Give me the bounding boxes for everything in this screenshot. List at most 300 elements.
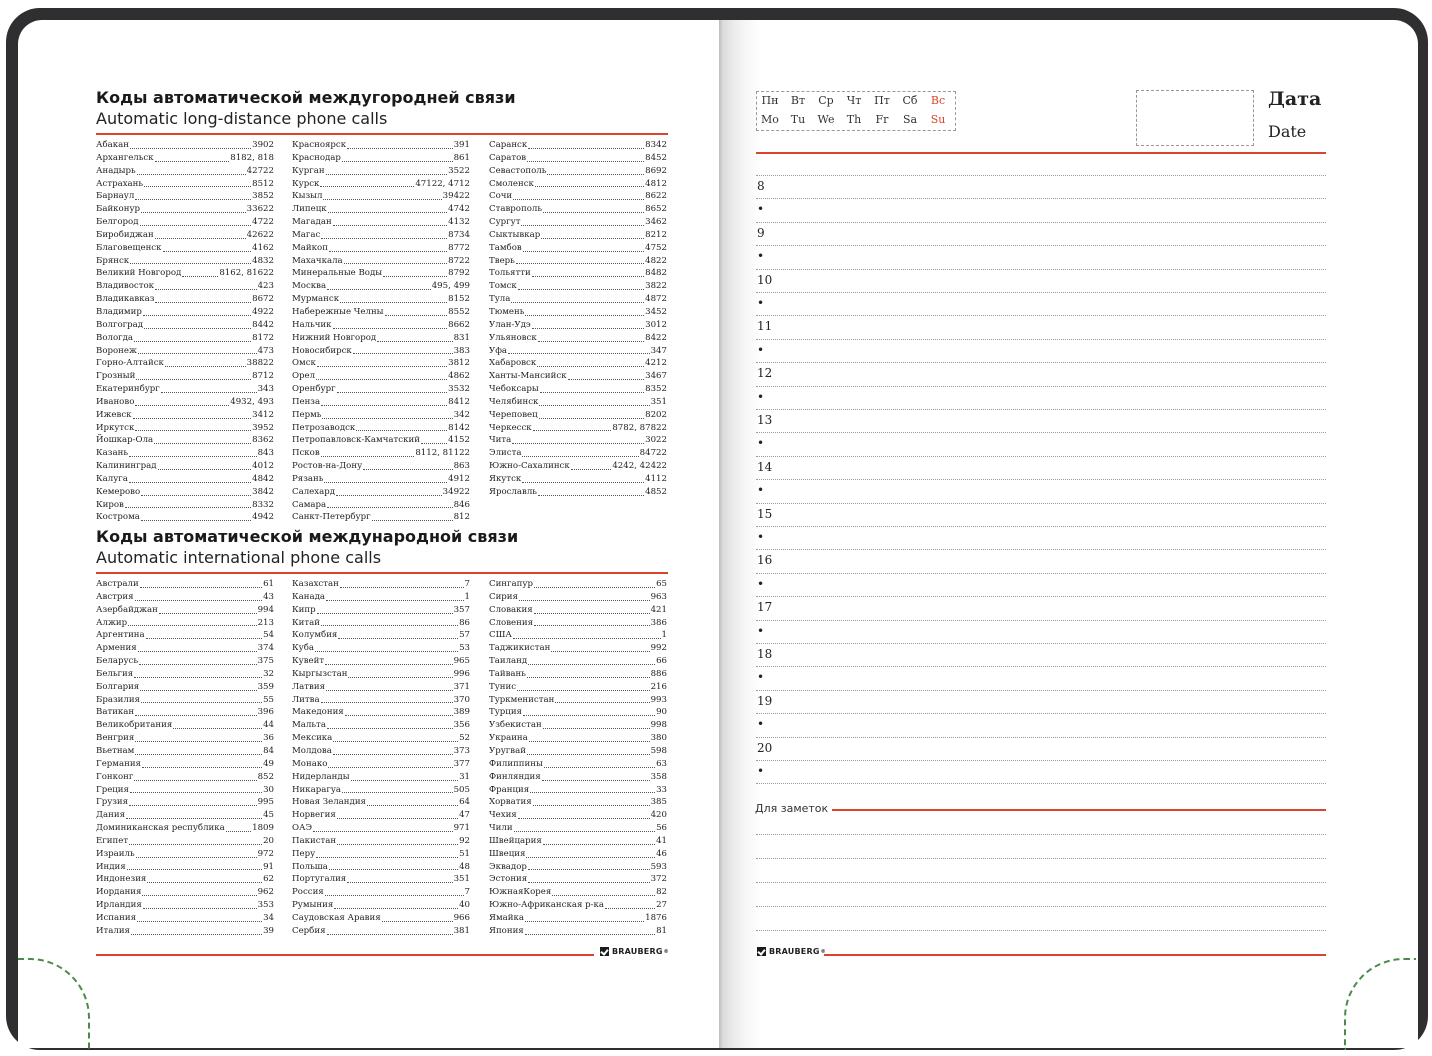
entry-code: 8452: [645, 152, 667, 163]
dot-leader: [141, 702, 262, 703]
entry-code: 1: [464, 591, 470, 602]
entry-name: Курган: [292, 165, 325, 176]
entry-code: 48: [459, 861, 470, 872]
entry-code: 8352: [645, 384, 667, 395]
code-entry: [489, 357, 667, 370]
ruled-line: [756, 339, 1326, 340]
entry-name: Челябинск: [489, 396, 539, 407]
entry-code: 423: [257, 281, 274, 292]
hour-label: 16: [757, 553, 773, 568]
dot-leader: [138, 651, 257, 652]
code-entry: [292, 306, 470, 319]
entry-code: 8734: [448, 229, 470, 240]
code-entry: [489, 434, 667, 447]
code-entry: [489, 784, 667, 797]
entry-name: Черкесск: [489, 422, 532, 433]
entry-name: Майкоп: [292, 242, 328, 253]
dot-leader: [134, 780, 256, 781]
entry-name: Индия: [96, 861, 126, 872]
dot-leader: [131, 934, 262, 935]
entry-code: 82: [656, 887, 667, 898]
code-entry: [96, 732, 274, 745]
hour-label: 17: [757, 600, 773, 615]
hour-label: 14: [757, 459, 773, 474]
dot-leader: [129, 844, 262, 845]
entry-name: Аргентина: [96, 630, 145, 641]
entry-name: Филиппины: [489, 758, 543, 769]
entry-name: Саратов: [489, 152, 527, 163]
entry-name: Латвия: [292, 681, 326, 692]
dot-leader: [555, 702, 649, 703]
code-entry: [489, 835, 667, 848]
weekday-en[interactable]: Sa: [902, 113, 918, 126]
entry-code: 4012: [252, 461, 274, 472]
code-entry: [292, 861, 470, 874]
dot-leader: [165, 366, 246, 367]
bullet-point: •: [757, 623, 765, 638]
code-entry: [292, 357, 470, 370]
entry-code: 852: [257, 771, 274, 782]
entry-name: Таджикистан: [489, 643, 551, 654]
entry-code: 4152: [448, 435, 470, 446]
entry-code: 992: [650, 643, 667, 654]
entry-code: 846: [453, 499, 470, 510]
entry-name: Мурманск: [292, 294, 340, 305]
entry-name: Саудовская Аравия: [292, 912, 381, 923]
entry-name: Португалия: [292, 874, 347, 885]
code-entry: [292, 617, 470, 630]
entry-code: 3522: [448, 165, 470, 176]
weekday-ru[interactable]: Пн: [761, 94, 779, 107]
dot-leader: [134, 341, 251, 342]
dot-leader: [130, 263, 251, 264]
entry-code: 342: [453, 409, 470, 420]
code-entry: [489, 370, 667, 383]
code-entry: [292, 642, 470, 655]
code-entry: [292, 578, 470, 591]
dot-leader: [571, 469, 612, 470]
ruled-line: [756, 760, 1326, 761]
ruled-line: [756, 292, 1326, 293]
code-entry: [292, 178, 470, 191]
hour-label: 10: [757, 272, 773, 287]
code-entry: [489, 332, 667, 345]
dot-leader: [532, 328, 644, 329]
dot-leader: [135, 600, 262, 601]
dot-leader: [511, 302, 644, 303]
code-entry: [96, 681, 274, 694]
date-input-box[interactable]: [1136, 90, 1254, 146]
entry-code: 55: [263, 694, 274, 705]
dot-leader: [135, 741, 262, 742]
code-entry: [292, 681, 470, 694]
code-entry: [489, 758, 667, 771]
dot-leader: [135, 715, 256, 716]
dot-leader: [538, 495, 644, 496]
weekday-ru[interactable]: Пт: [874, 94, 890, 107]
dot-leader: [127, 869, 262, 870]
entry-name: Словения: [489, 617, 534, 628]
code-entry: [292, 229, 470, 242]
ruled-line: [756, 643, 1326, 644]
entry-code: 343: [257, 384, 274, 395]
dot-leader: [538, 341, 644, 342]
entry-code: 90: [656, 707, 667, 718]
weekday-en[interactable]: Mo: [761, 113, 779, 126]
weekday-en[interactable]: Su: [930, 113, 946, 126]
code-entry: [96, 370, 274, 383]
code-entry: [489, 152, 667, 165]
entry-code: 8722: [448, 255, 470, 266]
entry-code: 30: [263, 784, 274, 795]
entry-code: 505: [453, 784, 470, 795]
entry-code: 396: [257, 707, 274, 718]
dot-leader: [140, 690, 256, 691]
entry-code: 4722: [252, 217, 274, 228]
entry-name: Ватикан: [96, 707, 135, 718]
entry-code: 4842: [252, 473, 274, 484]
ruled-line: [756, 222, 1326, 223]
code-entry: [96, 267, 274, 280]
dot-leader: [136, 857, 257, 858]
code-entry: [96, 473, 274, 486]
dot-leader: [159, 613, 257, 614]
left-footer-rule: [96, 954, 594, 956]
entry-name: Великобритания: [96, 720, 173, 731]
dot-leader: [512, 443, 644, 444]
entry-code: 383: [453, 345, 470, 356]
entry-code: 84722: [639, 448, 667, 459]
entry-code: 353: [257, 900, 274, 911]
entry-code: 8152: [448, 294, 470, 305]
code-entry: [292, 409, 470, 422]
entry-name: Куба: [292, 643, 315, 654]
entry-code: 385: [650, 797, 667, 808]
entry-name: Литва: [292, 694, 320, 705]
dot-leader: [513, 199, 644, 200]
entry-name: Россия: [292, 887, 324, 898]
entry-name: Ямайка: [489, 912, 524, 923]
code-entry: [489, 732, 667, 745]
code-entry: [292, 267, 470, 280]
entry-name: Липецк: [292, 204, 327, 215]
dot-leader: [140, 587, 262, 588]
international-subtitle: Automatic international phone calls: [96, 548, 382, 567]
bullet-point: •: [757, 249, 765, 264]
entry-name: Ижевск: [96, 409, 132, 420]
code-entry: [292, 345, 470, 358]
entry-name: Горно-Алтайск: [96, 358, 164, 369]
dot-leader: [534, 613, 650, 614]
entry-code: 36: [263, 733, 274, 744]
entry-code: 8672: [252, 294, 274, 305]
code-entry: [489, 229, 667, 242]
code-entry: [96, 460, 274, 473]
entry-code: 359: [257, 681, 274, 692]
entry-name: Доминиканская республика: [96, 823, 225, 834]
code-entry: [292, 758, 470, 771]
entry-name: Магас: [292, 229, 321, 240]
dot-leader: [155, 238, 246, 239]
dot-leader: [521, 225, 644, 226]
ruled-line: [756, 666, 1326, 667]
entry-name: Махачкала: [292, 255, 343, 266]
code-entry: [489, 396, 667, 409]
bullet-point: •: [757, 670, 765, 685]
dot-leader: [143, 315, 251, 316]
entry-name: Япония: [489, 925, 524, 936]
code-entry: [96, 848, 274, 861]
code-entry: [96, 578, 274, 591]
dot-leader: [516, 263, 644, 264]
dot-leader: [508, 353, 650, 354]
entry-name: Сургут: [489, 217, 521, 228]
entry-name: Египет: [96, 835, 129, 846]
code-entry: [96, 719, 274, 732]
code-column: [489, 578, 667, 938]
dot-leader: [342, 792, 453, 793]
code-entry: [489, 796, 667, 809]
entry-code: 38822: [246, 358, 274, 369]
dot-leader: [513, 638, 661, 639]
entry-name: Эстония: [489, 874, 528, 885]
entry-name: Иркутск: [96, 422, 135, 433]
weekday-en[interactable]: Tu: [790, 113, 806, 126]
entry-name: Южно-Африканская р-ка: [489, 900, 605, 911]
entry-code: 357: [453, 604, 470, 615]
entry-name: Украина: [489, 733, 528, 744]
dot-leader: [143, 908, 257, 909]
ruled-line: [756, 269, 1326, 270]
entry-code: 7: [464, 887, 470, 898]
code-entry: [96, 861, 274, 874]
dot-leader: [138, 353, 257, 354]
entry-name: Чехия: [489, 810, 517, 821]
entry-name: Ставрополь: [489, 204, 543, 215]
entry-code: 8792: [448, 268, 470, 279]
entry-code: 8652: [645, 204, 667, 215]
entry-name: Алжир: [96, 617, 128, 628]
entry-name: Брянск: [96, 255, 130, 266]
code-entry: [489, 460, 667, 473]
dot-leader: [144, 328, 251, 329]
entry-code: 32: [263, 668, 274, 679]
dot-leader: [605, 908, 655, 909]
entry-code: 8112, 81122: [415, 448, 470, 459]
entry-code: 8172: [252, 332, 274, 343]
code-entry: [96, 190, 274, 203]
code-entry: [292, 139, 470, 152]
entry-name: Иордания: [96, 887, 142, 898]
entry-code: 374: [257, 643, 274, 654]
bullet-point: •: [757, 576, 765, 591]
hour-label: 19: [757, 693, 773, 708]
code-entry: [96, 822, 274, 835]
code-entry: [292, 255, 470, 268]
entry-name: Биробиджан: [96, 229, 154, 240]
code-entry: [292, 332, 470, 345]
code-entry: [292, 771, 470, 784]
code-entry: [96, 203, 274, 216]
code-entry: [292, 370, 470, 383]
dot-leader: [522, 482, 644, 483]
entry-code: 47122, 4712: [415, 178, 470, 189]
code-entry: [96, 886, 274, 899]
dot-leader: [383, 276, 447, 277]
dot-leader: [324, 482, 447, 483]
entry-name: Нижний Новгород: [292, 332, 377, 343]
code-entry: [96, 255, 274, 268]
entry-name: Австрия: [96, 591, 134, 602]
entry-name: Монако: [292, 758, 328, 769]
entry-name: Красноярск: [292, 140, 347, 150]
entry-code: 998: [650, 720, 667, 731]
entry-name: Гонконг: [96, 771, 134, 782]
code-entry: [96, 655, 274, 668]
weekday-ru[interactable]: Вт: [790, 94, 806, 107]
dot-leader: [543, 728, 650, 729]
code-entry: [292, 216, 470, 229]
code-entry: [489, 447, 667, 460]
code-entry: [292, 447, 470, 460]
dot-leader: [321, 702, 453, 703]
entry-name: Вологда: [96, 332, 134, 343]
dot-leader: [385, 315, 448, 316]
code-entry: [96, 293, 274, 306]
code-entry: [96, 486, 274, 499]
entry-name: Краснодар: [292, 152, 341, 163]
weekday-en[interactable]: Th: [846, 113, 862, 126]
weekday-ru[interactable]: Сб: [902, 94, 918, 107]
entry-code: 8422: [645, 332, 667, 343]
entry-code: 473: [257, 345, 274, 356]
code-entry: [96, 383, 274, 396]
entry-code: 8412: [448, 396, 470, 407]
entry-code: 43: [263, 591, 274, 602]
ruled-line: [756, 596, 1326, 597]
entry-code: 8182, 818: [230, 152, 274, 163]
dot-leader: [326, 690, 453, 691]
weekday-en[interactable]: Fr: [875, 113, 889, 126]
hour-label: 15: [757, 506, 773, 521]
code-entry: [489, 203, 667, 216]
entry-code: 373: [453, 745, 470, 756]
weekday-ru[interactable]: Вс: [930, 94, 946, 107]
entry-code: 358: [650, 771, 667, 782]
code-entry: [292, 912, 470, 925]
entry-code: 371: [453, 681, 470, 692]
entry-name: Финляндия: [489, 771, 541, 782]
code-entry: [96, 345, 274, 358]
entry-name: Сербия: [292, 925, 326, 936]
entry-name: Италия: [96, 925, 130, 936]
dot-leader: [518, 818, 650, 819]
entry-code: 593: [650, 861, 667, 872]
entry-code: 20: [263, 835, 274, 846]
dot-leader: [382, 921, 453, 922]
dot-leader: [333, 225, 447, 226]
international-rule: [96, 572, 668, 574]
weekday-en[interactable]: We: [817, 113, 835, 126]
dot-leader: [344, 263, 447, 264]
entry-name: Венгрия: [96, 733, 135, 744]
entry-name: Кызыл: [292, 191, 323, 202]
entry-name: Омск: [292, 358, 316, 369]
entry-name: Норвегия: [292, 810, 336, 821]
entry-name: Канада: [292, 591, 326, 602]
code-entry: [292, 629, 470, 642]
code-entry: [292, 422, 470, 435]
ruled-line: [756, 713, 1326, 714]
code-entry: [489, 886, 667, 899]
code-entry: [292, 280, 470, 293]
entry-code: 4922: [252, 306, 274, 317]
entry-name: Греция: [96, 784, 129, 795]
code-entry: [96, 796, 274, 809]
code-entry: [489, 190, 667, 203]
dot-leader: [329, 869, 458, 870]
entry-name: Франция: [489, 784, 530, 795]
entry-code: 8482: [645, 268, 667, 279]
entry-name: Нальчик: [292, 319, 332, 330]
dot-leader: [154, 443, 251, 444]
entry-name: ОАЭ: [292, 823, 313, 834]
code-entry: [489, 899, 667, 912]
weekday-ru[interactable]: Чт: [846, 94, 862, 107]
dot-leader: [377, 341, 452, 342]
entry-name: Эквадор: [489, 861, 527, 872]
code-entry: [292, 190, 470, 203]
code-entry: [292, 745, 470, 758]
entry-code: 4872: [645, 294, 667, 305]
entry-name: Астрахань: [96, 178, 144, 189]
entry-code: 994: [257, 604, 274, 615]
entry-name: Бразилия: [96, 694, 140, 705]
code-entry: [292, 604, 470, 617]
dot-leader: [316, 379, 447, 380]
entry-code: 7: [464, 579, 470, 589]
ruled-line: [756, 386, 1326, 387]
dot-leader: [182, 276, 218, 277]
dot-leader: [363, 469, 452, 470]
dot-leader: [543, 212, 644, 213]
header-rule: [756, 152, 1326, 154]
dot-leader: [541, 238, 644, 239]
code-entry: [96, 835, 274, 848]
code-entry: [292, 499, 470, 512]
code-entry: [489, 912, 667, 925]
dot-leader: [316, 857, 458, 858]
code-entry: [96, 617, 274, 630]
code-entry: [96, 152, 274, 165]
entry-code: 4162: [252, 242, 274, 253]
entry-code: 8162, 81622: [219, 268, 274, 279]
entry-code: 3452: [645, 306, 667, 317]
bullet-point: •: [757, 436, 765, 451]
entry-name: Минеральные Воды: [292, 268, 383, 279]
code-entry: [292, 886, 470, 899]
dot-leader: [155, 302, 251, 303]
entry-name: Индонезия: [96, 874, 147, 885]
entry-code: 216: [650, 681, 667, 692]
entry-code: 831: [453, 332, 470, 343]
weekday-ru[interactable]: Ср: [818, 94, 834, 107]
dot-leader: [517, 690, 650, 691]
entry-code: 421: [650, 604, 667, 615]
dot-leader: [544, 767, 655, 768]
entry-name: Словакия: [489, 604, 533, 615]
code-entry: [489, 642, 667, 655]
